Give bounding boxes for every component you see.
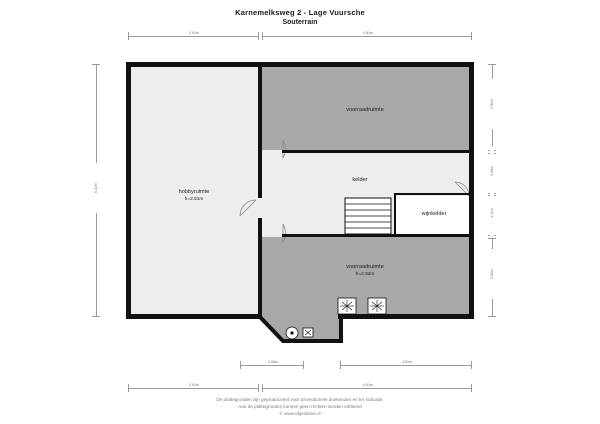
footer-line-3: © www.objectieve.nl [279, 411, 321, 416]
dim-right-4-label: 1.82m [490, 249, 494, 299]
dim-top-2-tick-right [471, 32, 472, 40]
bay-wall [260, 317, 341, 341]
dim-top-1-label: 3.91m [168, 31, 220, 35]
label-voorraadruimte-lower: voorraadruimte h=2.92m [346, 264, 384, 277]
dim-top-2-tick-left [262, 32, 263, 40]
page-title: Karnemelksweg 2 - Lage Vuursche [235, 8, 365, 17]
dim-bottom-outer-2-tick-left [262, 384, 263, 392]
dim-right-2-label: 1.08m [490, 146, 494, 196]
dim-right-4-tick-bottom [488, 316, 496, 317]
wall-left [126, 62, 131, 319]
wall-wijnkelder-vertical [394, 194, 396, 236]
dim-bottom-outer-1-label: 3.91m [168, 383, 220, 387]
footer-line-1: De plattegronden zijn geproduceerd voor promotionele doeleinden en ter indicatie. [216, 397, 384, 402]
wall-interior-lower [262, 234, 474, 237]
dim-right-4-tick-top [488, 238, 496, 239]
wall-wijnkelder-horizontal [394, 193, 474, 195]
dim-right-1-label: 1.91m [490, 79, 494, 129]
dim-bottom-outer-2-label: 4.61m [342, 383, 394, 387]
dim-bottom-outer-2-line [262, 388, 472, 389]
dim-top-2-label: 4.81m [342, 31, 394, 35]
wall-right [469, 62, 474, 319]
opening-upper [262, 150, 282, 153]
opening-lower [262, 234, 282, 237]
dim-bottom-outer-1-tick-right [258, 384, 259, 392]
wall-interior-vertical [258, 62, 262, 319]
dim-bottom-inner-1-tick-left [240, 361, 241, 369]
dim-left-tick-top [92, 64, 100, 65]
floor-drain-icon [286, 327, 298, 339]
wall-interior-upper [262, 150, 474, 153]
footer-disclaimer [0, 396, 600, 417]
dim-bottom-inner-2-tick-right [471, 361, 472, 369]
page-subtitle: Souterrain [282, 19, 318, 26]
dim-top-1-line [128, 36, 258, 37]
dim-bottom-inner-1-label: 2.06m [247, 360, 299, 364]
wall-top [126, 62, 474, 67]
dim-top-1-tick-left [128, 32, 129, 40]
dim-right-3-label: 1.11m [490, 188, 494, 238]
dim-bottom-inner-1-line [240, 365, 304, 366]
dim-bottom-outer-1-tick-left [128, 384, 129, 392]
dim-bottom-inner-2-line [340, 365, 472, 366]
footer-line-2: Aan de plattegronden kunnen geen rechten worden ontleend [238, 404, 362, 409]
dim-bottom-outer-1-line [128, 388, 258, 389]
opening-hobby [258, 198, 262, 218]
dim-right-1-tick-top [488, 64, 496, 65]
vent-icon [303, 328, 313, 337]
wall-bottom-right [338, 314, 474, 319]
label-voorraadruimte-upper: voorraadruimte [346, 107, 384, 113]
dim-top-2-line [262, 36, 472, 37]
dim-bottom-inner-2-label: 4.01m [381, 360, 433, 364]
dim-bottom-inner-2-tick-left [340, 361, 341, 369]
dim-bottom-inner-1-tick-right [303, 361, 304, 369]
dim-bottom-outer-2-tick-right [471, 384, 472, 392]
bay-fill [260, 317, 340, 340]
dim-top-1-tick-right [258, 32, 259, 40]
wall-bottom-left [126, 314, 262, 319]
label-wijnkelder: wijnkelder [421, 211, 447, 217]
dim-left-label: 6.42m [94, 163, 98, 213]
label-kelder: kelder [352, 177, 368, 183]
dim-left-tick-bottom [92, 316, 100, 317]
label-hobbyruimte: hobbyruimte h=2.51m [178, 189, 210, 202]
